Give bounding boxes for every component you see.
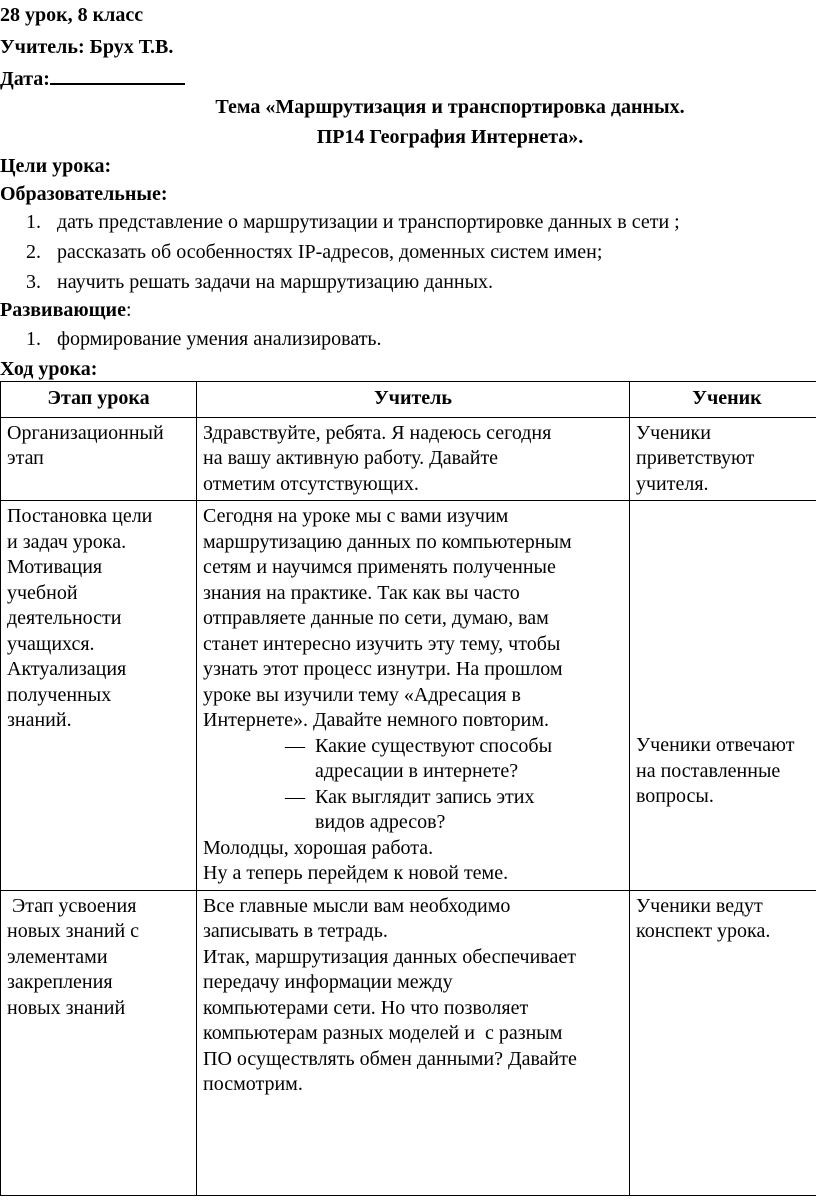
table-row <box>1 890 816 1195</box>
cell-text: компьютерам разных моделей и с разным <box>203 1022 563 1044</box>
cell-text: Все главные мысли вам необходимо <box>203 894 511 917</box>
list-number: 1. <box>26 328 41 350</box>
student-cell <box>630 417 816 501</box>
list-text: дать представление о маршрутизации и транспортировке данных в сети ; <box>57 211 680 233</box>
cell-text: Мотивация <box>7 556 103 578</box>
cell-text: деятельности <box>7 607 122 629</box>
cell-text: маршрутизацию данных по компьютерным <box>203 530 572 553</box>
list-text: формирование умения анализировать. <box>57 328 382 350</box>
cell-text: Ученики ведут <box>636 894 763 917</box>
column-header-student: Ученик <box>630 382 816 418</box>
topic-line-1: Тема «Маршрутизация и транспортировка данных. <box>215 96 685 118</box>
student-cell <box>630 890 816 1195</box>
cell-text: Ученики <box>636 421 711 444</box>
cell-text: уроке вы изучили тему «Адресация в <box>203 683 521 706</box>
cell-text: Организационный <box>7 421 164 444</box>
teacher-cell <box>197 890 630 1195</box>
developing-colon: : <box>125 299 132 321</box>
cell-text: знаний. <box>7 709 72 731</box>
cell-text: учителя. <box>636 472 709 495</box>
cell-text: Этап усвоения <box>7 894 137 917</box>
cell-text: компьютерами сети. Но что позволяет <box>203 996 529 1019</box>
educational-title: Образовательные: <box>0 183 168 205</box>
cell-text: на поставленные <box>636 759 781 782</box>
teacher-name: Учитель: Брух Т.В. <box>0 36 174 58</box>
dash-bullet: — <box>285 734 305 757</box>
cell-text: и задач урока. <box>7 530 127 553</box>
table-row <box>1 501 816 891</box>
cell-text: новых знаний с <box>7 920 140 942</box>
cell-text: Молодцы, хорошая работа. <box>203 836 434 859</box>
teacher-cell <box>197 501 630 891</box>
date-blank <box>50 65 185 85</box>
list-text: научить решать задачи на маршрутизацию данных. <box>57 271 494 293</box>
table-header-row <box>1 382 816 418</box>
cell-text: отправляете данные по сети, думаю, вам <box>203 607 549 629</box>
progress-title: Ход урока: <box>0 358 98 380</box>
cell-text: записывать в тетрадь. <box>203 920 388 942</box>
cell-text: Здравствуйте, ребята. Я надеюсь сегодня <box>203 421 552 444</box>
question-text: видов адресов? <box>315 811 446 833</box>
list-text: рассказать об особенностях IP-адресов, доменных систем имен; <box>57 241 603 263</box>
cell-text: станет интересно изучить эту тему, чтобы <box>203 632 561 655</box>
cell-text: полученных <box>7 683 112 706</box>
question-item <box>203 785 627 836</box>
list-number: 2. <box>26 241 41 263</box>
stage-cell <box>1 417 197 501</box>
question-text: адресации в интернете? <box>315 760 519 782</box>
question-text: Как выглядит запись этих <box>315 785 535 808</box>
cell-text: отметим отсутствующих. <box>203 472 419 495</box>
cell-text: приветствуют <box>636 447 755 469</box>
cell-text: на вашу активную работу. Давайте <box>203 447 499 469</box>
cell-text: посмотрим. <box>203 1073 303 1095</box>
cell-text: Ну а теперь перейдем к новой теме. <box>203 862 509 884</box>
column-header-teacher: Учитель <box>197 382 630 418</box>
cell-text: Постановка цели <box>7 505 153 527</box>
topic-line-2: ПР14 География Интернета». <box>316 126 584 148</box>
stage-cell <box>1 501 197 891</box>
date-line <box>0 65 185 92</box>
cell-text: элементами <box>7 945 108 968</box>
table-row <box>1 417 816 501</box>
cell-text: конспект урока. <box>636 920 771 942</box>
list-number: 1. <box>26 211 41 233</box>
column-header-stage: Этап урока <box>1 382 197 418</box>
question-item <box>203 734 627 785</box>
cell-text: сетям и научимся применять полученные <box>203 556 556 578</box>
cell-text: передачу информации между <box>203 971 453 993</box>
stage-cell <box>1 890 197 1195</box>
cell-text: закрепления <box>7 971 113 993</box>
developing-title-line <box>0 297 132 323</box>
question-text: Какие существуют способы <box>315 734 553 757</box>
cell-text: этап <box>7 447 44 469</box>
cell-text: Интернете». Давайте немного повторим. <box>203 709 549 731</box>
lesson-table <box>0 381 816 1196</box>
spacer <box>636 504 816 733</box>
cell-text: учебной <box>7 581 78 604</box>
date-label: Дата: <box>0 68 50 90</box>
dash-bullet: — <box>285 785 305 808</box>
cell-text: Итак, маршрутизация данных обеспечивает <box>203 945 576 968</box>
goals-title: Цели урока: <box>0 155 112 177</box>
cell-text: знания на практике. Так как вы часто <box>203 581 520 604</box>
cell-text: Сегодня на уроке мы с вами изучим <box>203 505 509 527</box>
cell-text: ПО осуществлять обмен данными? Давайте <box>203 1047 577 1070</box>
cell-text: новых знаний <box>7 996 126 1019</box>
cell-text: вопросы. <box>636 785 714 807</box>
lesson-number: 28 урок, 8 класс <box>0 4 144 26</box>
list-number: 3. <box>26 271 41 293</box>
cell-text: Актуализация <box>7 658 127 680</box>
cell-text: узнать этот процесс изнутри. На прошлом <box>203 658 563 680</box>
cell-text: Ученики отвечают <box>636 734 795 756</box>
cell-text: учащихся. <box>7 632 95 655</box>
student-cell <box>630 501 816 891</box>
developing-title: Развивающие <box>0 299 126 321</box>
teacher-cell <box>197 417 630 501</box>
